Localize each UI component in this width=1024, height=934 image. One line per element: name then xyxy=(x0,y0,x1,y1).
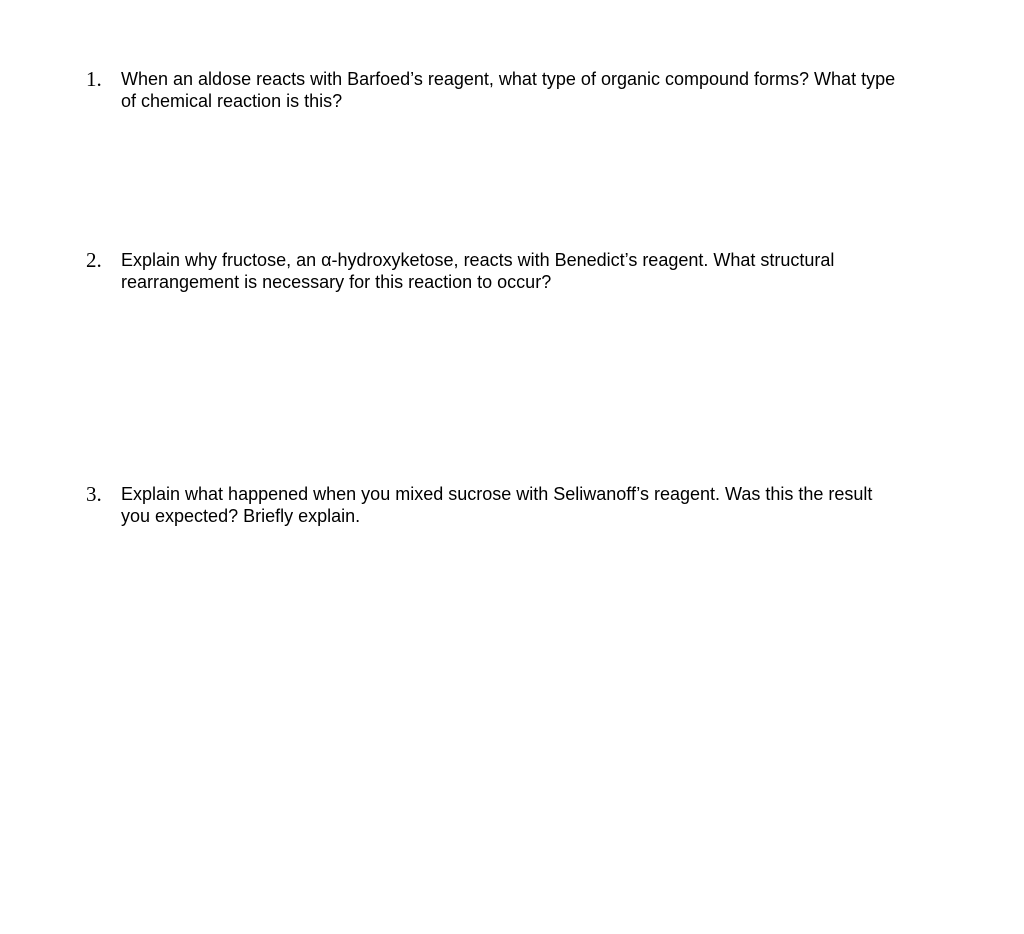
question-number: 2. xyxy=(86,248,102,272)
question-text-line: Explain why fructose, an α-hydroxyketose, reacts with Benedict’s reagent. What structural xyxy=(121,250,835,270)
question-text-line: of chemical reaction is this? xyxy=(121,91,343,111)
question-number: 1. xyxy=(86,67,102,91)
question-text-line: you expected? Briefly explain. xyxy=(121,506,361,526)
question-text xyxy=(121,66,956,112)
question-text xyxy=(121,247,956,293)
question-text-line: When an aldose reacts with Barfoed’s reagent, what type of organic compound forms? What type xyxy=(121,69,896,89)
question-text-line: Explain what happened when you mixed sucrose with Seliwanoff’s reagent. Was this the result xyxy=(121,484,873,504)
question-3 xyxy=(86,481,956,527)
question-number: 3. xyxy=(86,482,102,506)
question-1 xyxy=(86,66,956,112)
question-text xyxy=(121,481,956,527)
question-2 xyxy=(86,247,956,293)
question-text-line: rearrangement is necessary for this reaction to occur? xyxy=(121,272,552,292)
